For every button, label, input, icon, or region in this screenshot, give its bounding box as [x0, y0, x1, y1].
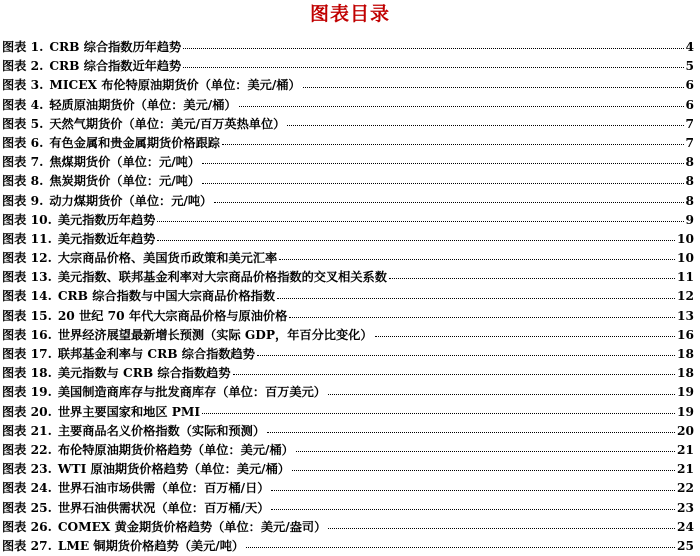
toc-entry-title: 主要商品名义价格指数（实际和预测） — [57, 423, 266, 438]
toc-entry[interactable] — [2, 422, 694, 441]
toc-entry-label: 图表 26. — [2, 519, 52, 534]
toc-dot-leader — [183, 47, 683, 49]
toc-entry-page-number: 7 — [685, 135, 694, 150]
toc-entry-title: 联邦基金利率与 CRB 综合指数趋势 — [57, 347, 255, 361]
toc-entry-page-number: 7 — [685, 116, 694, 131]
toc-entry[interactable] — [2, 57, 694, 76]
toc-entry-title: 美元指数近年趋势 — [57, 231, 156, 246]
toc-dot-leader — [239, 105, 684, 107]
toc-entry-label: 图表 2. — [2, 59, 44, 74]
toc-entry-page-number: 12 — [677, 289, 694, 304]
toc-entry-page-number: 13 — [677, 308, 694, 323]
toc-entry-label: 图表 7. — [2, 155, 44, 170]
toc-entry[interactable] — [2, 115, 694, 134]
toc-entry[interactable] — [2, 211, 694, 230]
toc-entry-page-number: 22 — [677, 481, 694, 496]
toc-entry[interactable] — [2, 326, 694, 345]
toc-dot-leader — [328, 527, 675, 529]
toc-entry-title: 动力煤期货价（单位：元/吨） — [49, 193, 213, 208]
toc-dot-leader — [214, 201, 683, 203]
toc-dot-leader — [202, 162, 683, 164]
toc-entry-title: 焦煤期货价（单位：元/吨） — [49, 155, 201, 170]
toc-dot-leader — [375, 335, 676, 337]
toc-entry-title: 美元指数与 CRB 综合指数趋势 — [57, 366, 231, 381]
toc-entry[interactable] — [2, 345, 694, 364]
toc-entry[interactable] — [2, 153, 694, 172]
toc-entry-label: 图表 4. — [2, 97, 44, 112]
toc-entry-title: 布伦特原油期货价格趋势（单位：美元/桶） — [57, 442, 294, 457]
toc-entry-title: 焦炭期货价（单位：元/吨） — [49, 174, 201, 189]
toc-entry[interactable] — [2, 537, 694, 556]
toc-entry-page-number: 5 — [685, 59, 694, 74]
toc-entry-title: LME 铜期货价格趋势（美元/吨） — [57, 538, 245, 553]
toc-dot-leader — [157, 220, 683, 222]
toc-entry-page-number: 20 — [677, 423, 694, 438]
toc-dot-leader — [157, 239, 675, 241]
toc-dot-leader — [289, 316, 675, 318]
toc-entry-label: 图表 5. — [2, 116, 44, 131]
page-title: 图表目录 — [309, 3, 390, 25]
toc-entry-label: 图表 6. — [2, 135, 44, 150]
toc-dot-leader — [233, 373, 676, 375]
toc-entry-label: 图表 9. — [2, 193, 44, 208]
toc-entry-page-number: 8 — [685, 174, 694, 189]
toc-dot-leader — [287, 124, 683, 126]
toc-entry-title: 轻质原油期货价（单位：美元/桶） — [49, 97, 237, 112]
toc-entry-label: 图表 13. — [2, 270, 52, 285]
toc-entry-title: 世界经济展望最新增长预测（实际 GDP，年百分比变化） — [57, 327, 373, 342]
toc-entry-page-number: 11 — [677, 270, 694, 285]
toc-entry-label: 图表 10. — [2, 212, 52, 227]
toc-entry[interactable] — [2, 268, 694, 287]
toc-entry-title: 美国制造商库存与批发商库存（单位：百万美元） — [57, 385, 326, 400]
toc-entry-title: 世界石油市场供需（单位：百万桶/日） — [57, 481, 270, 496]
toc-entry-title: CRB 综合指数历年趋势 — [49, 40, 182, 54]
toc-entry[interactable] — [2, 307, 694, 326]
toc-entry-title: CRB 综合指数与中国大宗商品价格指数 — [57, 289, 276, 304]
toc-dot-leader — [267, 431, 675, 433]
toc-entry-title: 世界主要国家和地区 PMI — [57, 404, 201, 419]
toc-entry[interactable] — [2, 403, 694, 422]
toc-entry-label: 图表 12. — [2, 251, 52, 266]
toc-dot-leader — [202, 182, 683, 184]
toc-entry-page-number: 21 — [677, 462, 694, 477]
toc-entry-page-number: 10 — [677, 251, 694, 266]
toc-entry[interactable] — [2, 441, 694, 460]
toc-entry[interactable] — [2, 96, 694, 115]
toc-entry[interactable] — [2, 172, 694, 191]
toc-entry-label: 图表 27. — [2, 538, 52, 553]
toc-entry-label: 图表 15. — [2, 308, 52, 323]
toc-entry-title: 世界石油供需状况（单位：百万桶/天） — [57, 500, 270, 515]
toc-entry-label: 图表 1. — [2, 40, 44, 54]
toc-entry-title: 天然气期货价（单位：美元/百万英热单位） — [49, 116, 286, 131]
toc-dot-leader — [279, 258, 675, 260]
toc-entry[interactable] — [2, 249, 694, 268]
toc-entry-page-number: 24 — [677, 519, 694, 534]
toc-dot-leader — [246, 546, 675, 548]
toc-entry-title: 有色金属和贵金属期货价格跟踪 — [49, 135, 220, 150]
toc-dot-leader — [296, 450, 675, 452]
toc-entry[interactable] — [2, 192, 694, 211]
toc-entry-label: 图表 21. — [2, 423, 52, 438]
toc-entry[interactable] — [2, 479, 694, 498]
toc-entry[interactable] — [2, 230, 694, 249]
toc-entry-page-number: 16 — [677, 327, 694, 342]
toc-entry-title: 20 世纪 70 年代大宗商品价格与原油价格 — [57, 308, 288, 323]
toc-entry-title: 美元指数、联邦基金利率对大宗商品价格指数的交叉相关系数 — [57, 270, 387, 285]
toc-entry[interactable] — [2, 460, 694, 479]
toc-entry-page-number: 10 — [677, 231, 694, 246]
toc-entry-page-number: 21 — [677, 442, 694, 457]
toc-entry[interactable] — [2, 287, 694, 306]
toc-entry-label: 图表 17. — [2, 347, 52, 361]
toc-dot-leader — [328, 393, 675, 395]
toc-entry-page-number: 6 — [685, 97, 694, 112]
toc-dot-leader — [271, 508, 675, 510]
toc-entry-label: 图表 14. — [2, 289, 52, 304]
toc-entry-title: COMEX 黄金期货价格趋势（单位：美元/盎司） — [57, 519, 327, 534]
toc-entry[interactable] — [2, 134, 694, 153]
toc-entry-page-number: 25 — [677, 538, 694, 553]
toc-dot-leader — [202, 412, 675, 414]
toc-entry[interactable] — [2, 499, 694, 518]
toc-entry-label: 图表 25. — [2, 500, 52, 515]
toc-entry-title: WTI 原油期货价格趋势（单位：美元/桶） — [57, 462, 290, 477]
toc-entry-label: 图表 22. — [2, 442, 52, 457]
toc-dot-leader — [277, 297, 675, 299]
toc-entry-title: MICEX 布伦特原油期货价（单位：美元/桶） — [49, 78, 301, 93]
toc-dot-leader — [183, 66, 683, 68]
toc-dot-leader — [292, 469, 675, 471]
toc-dot-leader — [222, 143, 684, 145]
toc-entry[interactable] — [2, 76, 694, 95]
toc-entry-label: 图表 11. — [2, 231, 52, 246]
toc-entry-page-number: 19 — [677, 385, 694, 400]
toc-entry-title: CRB 综合指数近年趋势 — [49, 59, 182, 74]
toc-entry-label: 图表 23. — [2, 462, 52, 477]
toc-dot-leader — [389, 277, 675, 279]
toc-entry-page-number: 19 — [677, 404, 694, 419]
toc-entry-label: 图表 16. — [2, 327, 52, 342]
toc-entry-label: 图表 19. — [2, 385, 52, 400]
toc-entry-page-number: 6 — [685, 78, 694, 93]
toc-entry-page-number: 4 — [685, 40, 694, 54]
toc-entry-label: 图表 3. — [2, 78, 44, 93]
toc-dot-leader — [303, 86, 684, 88]
toc-entry-page-number: 18 — [677, 366, 694, 381]
toc-entry[interactable] — [2, 383, 694, 402]
toc-entry-title: 大宗商品价格、美国货币政策和美元汇率 — [57, 251, 278, 266]
toc-entry-page-number: 18 — [677, 347, 694, 361]
toc-entry-page-number: 8 — [685, 193, 694, 208]
table-of-figures — [2, 38, 694, 556]
toc-entry-label: 图表 8. — [2, 174, 44, 189]
toc-entry-page-number: 8 — [685, 155, 694, 170]
toc-dot-leader — [271, 489, 675, 491]
toc-entry[interactable] — [2, 364, 694, 383]
toc-entry-page-number: 9 — [685, 212, 694, 227]
toc-entry-label: 图表 24. — [2, 481, 52, 496]
toc-dot-leader — [257, 354, 675, 356]
toc-entry-title: 美元指数历年趋势 — [57, 212, 156, 227]
toc-entry-page-number: 23 — [677, 500, 694, 515]
toc-entry-label: 图表 18. — [2, 366, 52, 381]
toc-entry-label: 图表 20. — [2, 404, 52, 419]
toc-entry[interactable] — [2, 518, 694, 537]
toc-entry[interactable] — [2, 38, 694, 57]
